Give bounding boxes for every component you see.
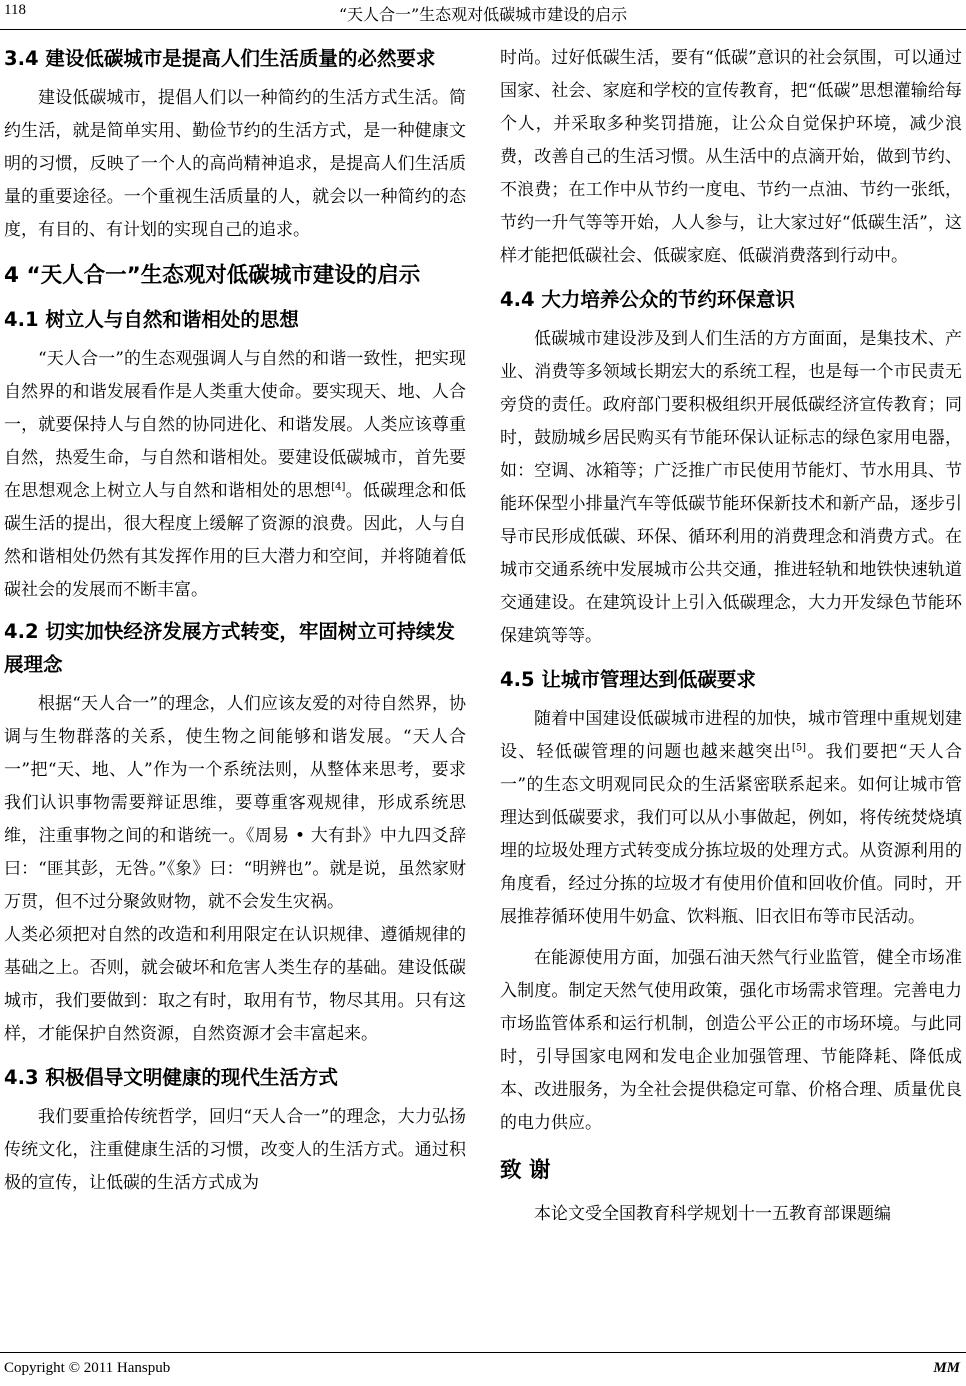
section-4-4-heading: 4.4 大力培养公众的节约环保意识 bbox=[500, 288, 795, 311]
section-4-2-heading: 4.2 切实加快经济发展方式转变，牢固树立可持续发展理念 bbox=[4, 620, 455, 676]
citation-5: [5] bbox=[791, 742, 807, 754]
acknowledgement-heading: 致 谢 bbox=[500, 1158, 551, 1183]
page-header bbox=[0, 0, 966, 34]
section-4-1-paragraph bbox=[4, 343, 466, 607]
section-4-4-paragraph: 低碳城市建设涉及到人们生活的方方面面，是集技术、产业、消费等多领域长期宏大的系统工程，也是每一个市民责无旁贷的责任。政府部门要积极组织开展低碳经济宣传教育；同时，鼓励城乡居民购买有节能环保认证标志的绿色家用电器，如：空调、冰箱等；广泛推广市民使用节能灯、节水用具、节能环保型小排量汽车等低碳节能环保新技术和新产品，逐步引导市民形成低碳、环保、循环利用的消费理念和消费方式。在城市交通系统中发展城市公共交通，推进轻轨和地铁快速轨道交通建设。在建筑设计上引入低碳理念，大力开发绿色节能环保建筑等等。 bbox=[500, 329, 962, 646]
section-4-1-text-b: 。低碳理念和低碳生活的提出，很大程度上缓解了资源的浪费。因此，人与自然和谐相处仍然有其发挥作用的巨大潜力和空间，并将随着低碳社会的发展而不断丰富。 bbox=[4, 481, 467, 600]
section-4-3-heading: 4.3 积极倡导文明健康的现代生活方式 bbox=[4, 1066, 338, 1089]
page-number: 118 bbox=[4, 2, 26, 18]
section-3-4-paragraph: 建设低碳城市，提倡人们以一种简约的生活方式生活。简约生活，就是简单实用、勤俭节约的生活方式，是一种健康文明的习惯，反映了一个人的高尚精神追求，是提高人们生活质量的重要途径。一个重视生活质量的人，就会以一种简约的态度，有目的、有计划的实现自己的追求。 bbox=[4, 88, 466, 240]
right-column bbox=[500, 42, 962, 1231]
left-column bbox=[4, 42, 466, 1200]
section-4-1-text-a: “天人合一”的生态观强调人与自然的和谐一致性，把实现自然界的和谐发展看作是人类重大使命。要实现天、地、人合一，就要保持人与自然的协同进化、和谐发展。人类应该尊重自然，热爱生命，与自然和谐相处。要建设低碳城市，首先要在思想观念上树立人与自然和谐相处的思想 bbox=[4, 349, 466, 501]
footer-rule bbox=[0, 1352, 966, 1353]
citation-4: [4] bbox=[331, 481, 346, 493]
acknowledgement-paragraph: 本论文受全国教育科学规划十一五教育部课题编 bbox=[534, 1204, 891, 1224]
copyright: Copyright © 2011 Hanspub bbox=[4, 1360, 171, 1376]
section-4-heading: 4 “天人合一”生态观对低碳城市建设的启示 bbox=[4, 263, 421, 288]
section-4-2-paragraph-2: 人类必须把对自然的改造和利用限定在认识规律、遵循规律的基础之上。否则，就会破坏和危害人类生存的基础。建设低碳城市，我们要做到：取之有时，取用有节，物尽其用。只有这样，才能保护自然资源，自然资源才会丰富起来。 bbox=[4, 925, 466, 1044]
section-4-5-text-a: 随着中国建设低碳城市进程的加快，城市管理中重规划建设、轻低碳管理的问题也越来越突出 bbox=[500, 709, 962, 762]
header-rule bbox=[0, 29, 966, 30]
section-4-5-paragraph-2: 在能源使用方面，加强石油天然气行业监管，健全市场准入制度。制定天然气使用政策，强化市场需求管理。完善电力市场监管体系和运行机制，创造公平公正的市场环境。与此同时，引导国家电网和发电企业加强管理、节能降耗、降低成本、改进服务，为全社会提供稳定可靠、价格合理、质量优良的电力供应。 bbox=[500, 948, 962, 1133]
journal-abbreviation: MM bbox=[933, 1360, 960, 1376]
running-title: “天人合一”生态观对低碳城市建设的启示 bbox=[338, 5, 628, 24]
section-4-3-continuation: 时尚。过好低碳生活，要有“低碳”意识的社会氛围，可以通过国家、社会、家庭和学校的宣传教育，把“低碳”思想灌输给每个人，并采取多种奖罚措施，让公众自觉保护环境，减少浪费，改善自己的生活习惯。从生活中的点滴开始，做到节约、不浪费；在工作中从节约一度电、节约一点油、节约一张纸，节约一升气等等开始，人人参与，让大家过好“低碳生活”，这样才能把低碳社会、低碳家庭、低碳消费落到行动中。 bbox=[500, 48, 962, 266]
section-4-1-heading: 4.1 树立人与自然和谐相处的思想 bbox=[4, 308, 299, 331]
section-4-5-paragraph-1 bbox=[500, 703, 962, 934]
section-4-2-paragraph-1: 根据“天人合一”的理念，人们应该友爱的对待自然界，协调与生物群落的关系，使生物之间能够和谐发展。“天人合一”把“天、地、人”作为一个系统法则，从整体来思考，要求我们认识事物需要辩证思维，要尊重客观规律，形成系统思维，注重事物之间的和谐统一。《周易 • 大有卦》中九四爻辞曰：“匪其彭，无咎。”《象》曰：“明辨也”。就是说，虽然家财万贯，但不过分聚敛财物，就不会发生灾祸。 bbox=[4, 694, 466, 912]
section-4-5-text-b: 。我们要把“天人合一”的生态文明观同民众的生活紧密联系起来。如何让城市管理达到低碳要求，我们可以从小事做起，例如，将传统焚烧填埋的垃圾处理方式转变成分拣垃圾的处理方式。从资源利用的角度看，经过分拣的垃圾才有使用价值和回收价值。同时，开展推荐循环使用牛奶盒、饮料瓶、旧衣旧布等市民活动。 bbox=[500, 742, 962, 927]
section-4-5-heading: 4.5 让城市管理达到低碳要求 bbox=[500, 668, 756, 691]
section-3-4-heading: 3.4 建设低碳城市是提高人们生活质量的必然要求 bbox=[4, 47, 436, 70]
page-footer bbox=[0, 1352, 966, 1386]
section-4-3-paragraph: 我们要重拾传统哲学，回归“天人合一”的理念，大力弘扬传统文化，注重健康生活的习惯，改变人的生活方式。通过积极的宣传，让低碳的生活方式成为 bbox=[4, 1107, 466, 1193]
